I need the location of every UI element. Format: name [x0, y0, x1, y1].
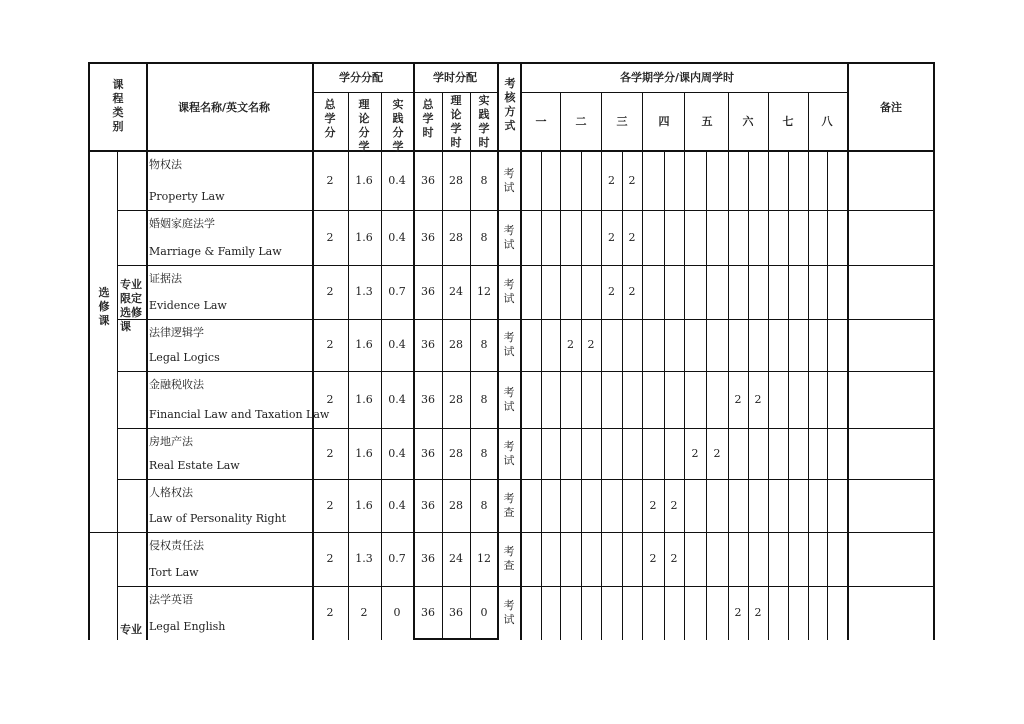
semester-label-7: 七 [782, 115, 794, 128]
semester-weekly-hours: 2 [628, 173, 636, 187]
cell-hours: 36 [421, 498, 435, 512]
assessment-method: 考试 [503, 599, 515, 626]
remarks-header: 备注 [880, 101, 902, 114]
course-name-cn: 证据法 [149, 272, 182, 285]
course-name-cn: 法律逻辑学 [149, 326, 204, 339]
course-name-cn: 婚姻家庭法学 [149, 217, 215, 230]
semester-divider [728, 92, 729, 640]
semester-label-8: 八 [821, 115, 833, 128]
elective-category: 选修课 [98, 286, 110, 327]
header-divider [520, 92, 848, 93]
course-name-header: 课程名称/英文名称 [178, 101, 271, 114]
course-type-header: 课程类别 [112, 78, 124, 133]
semester-divider [808, 92, 809, 640]
course-name-en: Property Law [149, 190, 225, 203]
semester-credit: 2 [608, 285, 615, 298]
semester-credit: 2 [567, 338, 574, 351]
semester-subdivider [706, 151, 707, 640]
cell-practice-hours: 12 [477, 285, 491, 298]
cell-practice: 0.4 [388, 392, 406, 406]
semester-credit: 2 [691, 446, 699, 460]
semester-label-5: 五 [701, 115, 713, 128]
total-hours-header: 总学时 [422, 98, 434, 139]
cell-theory-hours: 28 [449, 338, 463, 351]
cell-practice-hours: 8 [480, 173, 488, 187]
cell-hours: 36 [421, 173, 435, 187]
course-name-en: Financial Law and Taxation Law [149, 408, 330, 421]
assessment-method: 考试 [503, 223, 515, 251]
cell-theory-hours: 24 [449, 552, 463, 565]
cell-credit: 2 [326, 338, 334, 351]
course-name-en: Marriage & Family Law [149, 245, 282, 258]
row-divider [117, 371, 935, 372]
semester-subdivider [581, 151, 582, 640]
course-name-cn: 侵权责任法 [149, 539, 204, 552]
semester-subdivider [541, 151, 542, 640]
semester-subdivider [827, 151, 828, 640]
major-category-label: 专业 [120, 623, 142, 636]
cell-theory-hours: 28 [449, 230, 463, 244]
practice-credit-header: 实践分学 [392, 98, 404, 153]
semester-weekly-hours: 2 [628, 285, 636, 298]
cell-practice-hours: 8 [480, 446, 488, 460]
cell-theory-hours: 28 [449, 173, 463, 187]
cell-hours: 36 [421, 338, 435, 351]
cell-practice-hours: 8 [480, 498, 488, 512]
cell-credit: 2 [326, 285, 334, 298]
cell-hours: 36 [421, 606, 435, 619]
theory-credit-header: 理论分学 [358, 98, 370, 153]
semester-header: 各学期学分/课内周学时 [620, 71, 735, 84]
semester-label-1: 一 [535, 115, 547, 128]
course-name-cn: 法学英语 [149, 593, 193, 606]
assessment-header: 考核方式 [504, 77, 516, 132]
semester-label-3: 三 [616, 115, 628, 128]
assessment-method: 考试 [503, 166, 515, 194]
cell-theory-hours: 24 [449, 285, 463, 298]
semester-credit: 2 [734, 392, 742, 406]
cell-practice: 0.4 [388, 446, 406, 460]
cell-theory: 1.6 [355, 338, 373, 351]
semester-credit: 2 [608, 230, 615, 244]
row-divider [117, 319, 935, 320]
header-divider [312, 92, 498, 93]
hour-allocation-header: 学时分配 [433, 71, 477, 84]
cell-practice-hours: 8 [480, 392, 488, 406]
course-name-cn: 人格权法 [149, 486, 193, 499]
semester-weekly-hours: 2 [754, 606, 762, 619]
semester-weekly-hours: 2 [587, 338, 595, 351]
cell-practice: 0.7 [388, 285, 406, 298]
cell-theory: 1.6 [355, 173, 373, 187]
semester-label-4: 四 [658, 115, 670, 128]
course-name-en: Legal English [149, 620, 226, 633]
row-divider [117, 210, 935, 211]
cell-theory: 1.6 [355, 446, 373, 460]
cell-credit: 2 [326, 606, 334, 619]
course-name-cn: 金融税收法 [149, 378, 204, 391]
cell-credit: 2 [326, 392, 334, 406]
assessment-method: 考查 [503, 545, 515, 572]
cell-theory-hours: 28 [449, 446, 463, 460]
assessment-method: 考试 [503, 278, 515, 305]
semester-label-2: 二 [575, 115, 587, 128]
course-name-en: Tort Law [149, 566, 199, 579]
semester-label-6: 六 [742, 115, 754, 128]
assessment-method: 考试 [503, 439, 515, 467]
semester-subdivider [664, 151, 665, 640]
cell-practice-hours: 0 [480, 606, 488, 619]
semester-credit: 2 [734, 606, 742, 619]
cell-theory: 1.6 [355, 392, 373, 406]
cell-credit: 2 [326, 446, 334, 460]
semester-weekly-hours: 2 [628, 230, 636, 244]
restricted-elective-category: 专业限定选修课 [120, 278, 142, 333]
cell-hours: 36 [421, 285, 435, 298]
course-name-en: Evidence Law [149, 299, 227, 312]
assessment-method: 考试 [503, 385, 515, 413]
cell-credit: 2 [326, 498, 334, 512]
semester-divider [684, 92, 685, 640]
cell-theory-hours: 28 [449, 498, 463, 512]
table-border-left [88, 62, 90, 640]
cell-theory: 1.6 [355, 498, 373, 512]
cell-hours: 36 [421, 552, 435, 565]
cell-practice: 0.4 [388, 230, 406, 244]
table-border-top [88, 62, 935, 64]
course-name-en: Law of Personality Right [149, 512, 287, 525]
cell-hours: 36 [421, 392, 435, 406]
semester-weekly-hours: 2 [670, 498, 678, 512]
semester-subdivider [788, 151, 789, 640]
semester-credit: 2 [649, 552, 657, 565]
assessment-method: 考查 [503, 491, 515, 519]
cell-practice: 0.4 [388, 498, 406, 512]
cell-practice-hours: 8 [480, 338, 488, 351]
cell-theory-hours: 28 [449, 392, 463, 406]
course-name-cn: 房地产法 [149, 435, 193, 448]
theory-hours-header: 理论学时 [450, 94, 462, 149]
cell-practice-hours: 12 [477, 552, 491, 565]
course-name-en: Real Estate Law [149, 459, 240, 472]
cell-practice: 0.7 [388, 552, 406, 565]
cell-credit: 2 [326, 552, 334, 565]
course-name-cn: 物权法 [149, 158, 182, 171]
cell-hours: 36 [421, 230, 435, 244]
column-divider [847, 62, 849, 640]
row-divider [117, 586, 935, 587]
column-divider [146, 62, 148, 640]
cell-theory: 1.3 [355, 285, 373, 298]
semester-credit: 2 [649, 498, 657, 512]
cell-theory: 1.3 [355, 552, 373, 565]
cell-practice: 0 [393, 606, 401, 619]
cell-theory: 2 [360, 606, 368, 619]
cell-theory-hours: 36 [449, 606, 463, 619]
cell-practice: 0.4 [388, 338, 406, 351]
practice-hours-header: 实践学时 [478, 94, 490, 149]
semester-weekly-hours: 2 [670, 552, 678, 565]
cell-theory: 1.6 [355, 230, 373, 244]
row-divider [117, 479, 935, 480]
semester-weekly-hours: 2 [754, 392, 762, 406]
column-divider [520, 62, 522, 640]
semester-weekly-hours: 2 [713, 446, 721, 460]
semester-divider [560, 92, 561, 640]
semester-divider [768, 92, 769, 640]
semester-credit: 2 [608, 173, 615, 187]
category-divider [117, 151, 118, 640]
cell-hours: 36 [421, 446, 435, 460]
assessment-method: 考试 [503, 331, 515, 358]
table-border-right [933, 62, 935, 640]
semester-subdivider [622, 151, 623, 640]
cell-practice-hours: 8 [480, 230, 488, 244]
cell-credit: 2 [326, 173, 334, 187]
total-credit-header: 总学分 [324, 98, 336, 139]
row-divider [117, 428, 935, 429]
hours-bottom-border [413, 638, 498, 640]
cell-credit: 2 [326, 230, 334, 244]
row-divider [117, 265, 935, 266]
header-bottom-border [88, 150, 935, 152]
course-name-en: Legal Logics [149, 351, 220, 364]
row-divider [88, 532, 935, 533]
cell-practice: 0.4 [388, 173, 406, 187]
credit-allocation-header: 学分分配 [339, 71, 383, 84]
